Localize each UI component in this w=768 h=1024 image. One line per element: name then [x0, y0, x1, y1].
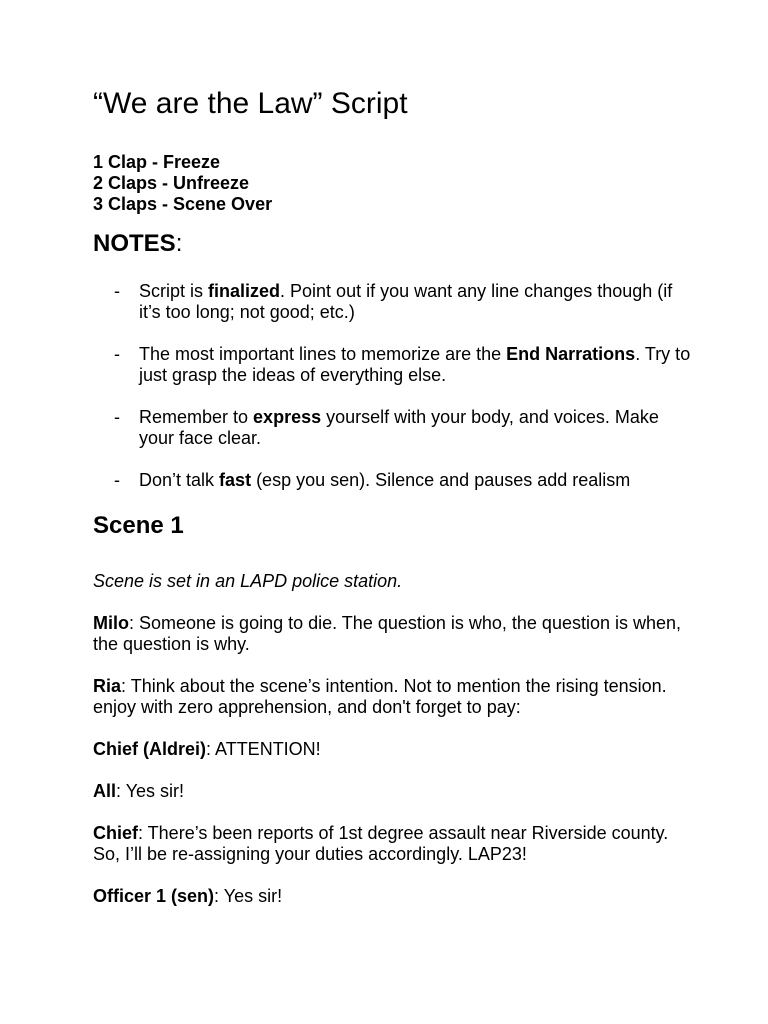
document-content [93, 86, 693, 928]
note-text: . Point out if you want any line changes though (if it’s too long; not good; etc.) [139, 281, 673, 322]
note-text: (esp you sen). Silence and pauses add realism [251, 470, 631, 490]
list-item [93, 344, 693, 386]
note-emphasis: fast [219, 470, 252, 490]
scene-setting: Scene is set in an LAPD police station. [93, 571, 403, 591]
notes-heading-colon: : [175, 230, 183, 257]
dialogue-line [93, 676, 693, 718]
notes-list [93, 281, 693, 491]
note-text: Don’t talk [139, 470, 220, 490]
speaker-name: Officer 1 (sen) [93, 886, 215, 906]
dialogue-text: : Someone is going to die. The question is who, the question is when, the question is why. [93, 613, 682, 654]
clap-legend-item: 1 Clap - Freeze [93, 152, 221, 172]
page-title: “We are the Law” Script [93, 87, 408, 120]
list-item [93, 407, 693, 449]
clap-legend-item: 2 Claps - Unfreeze [93, 173, 250, 193]
dialogue-line [93, 781, 693, 802]
dialogue-text: : There’s been reports of 1st degree assault near Riverside county. So, I’ll be re-assigning your duties accordingly. LAP23! [93, 823, 669, 864]
dialogue-line [93, 823, 693, 865]
notes-heading-text: NOTES [93, 230, 176, 257]
speaker-name: Ria [93, 676, 122, 696]
list-dash: - [114, 344, 120, 364]
speaker-name: Milo [93, 613, 129, 633]
speaker-name: All [93, 781, 117, 801]
list-item [93, 281, 693, 323]
dialogue-line [93, 739, 693, 760]
dialogue-line [93, 613, 693, 655]
dialogue-text: : Think about the scene’s intention. Not to mention the rising tension. enjoy with zero apprehension, and don't forget to pay: [93, 676, 667, 717]
note-text: The most important lines to memorize are the [139, 344, 507, 364]
dialogue-text: : ATTENTION! [206, 739, 321, 759]
speaker-name: Chief (Aldrei) [93, 739, 207, 759]
dialogue-line [93, 886, 693, 907]
note-emphasis: express [253, 407, 322, 427]
clap-legend-item: 3 Claps - Scene Over [93, 194, 273, 214]
list-item [93, 470, 693, 491]
clap-legend [93, 152, 693, 215]
note-emphasis: End Narrations [506, 344, 636, 364]
scene-heading: Scene 1 [93, 512, 184, 539]
list-dash: - [114, 470, 120, 490]
list-dash: - [114, 407, 120, 427]
dialogue-text: : Yes sir! [214, 886, 283, 906]
list-dash: - [114, 281, 120, 301]
speaker-name: Chief [93, 823, 138, 843]
note-text: Script is [139, 281, 209, 301]
note-text: Remember to [139, 407, 254, 427]
note-text: yourself with your body, and voices. Make your face clear. [139, 407, 659, 448]
dialogue-text: : Yes sir! [116, 781, 185, 801]
note-text: . Try to just grasp the ideas of everything else. [139, 344, 691, 385]
note-emphasis: finalized [208, 281, 281, 301]
notes-heading [93, 229, 693, 259]
